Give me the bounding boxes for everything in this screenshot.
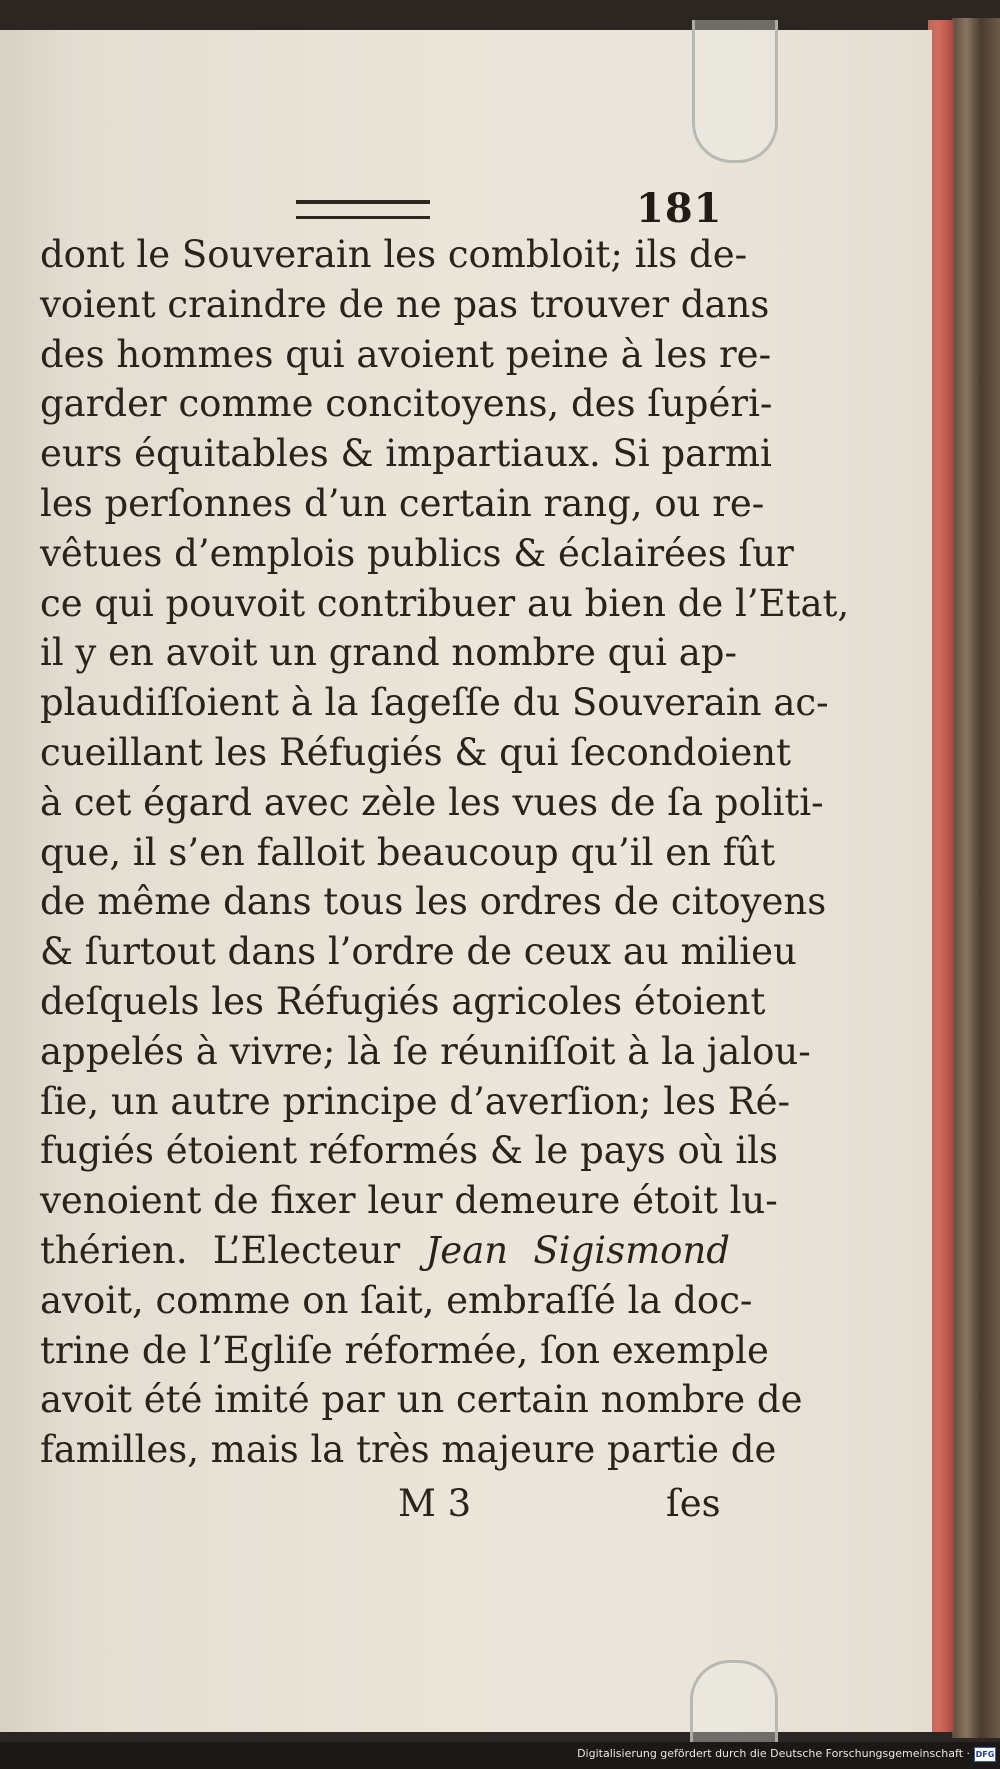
text-line: il y en avoit un grand nombre qui ap- [40, 631, 737, 675]
text-line: trine de l’Egliſe réformée, ſon exemple [40, 1328, 769, 1372]
text-line: à cet égard avec zèle les vues de ſa politi- [40, 780, 824, 824]
text-line: voient craindre de ne pas trouver dans [40, 282, 770, 326]
text-line: vêtues d’emplois publics & éclairées ſur [40, 531, 794, 575]
page-clip-bottom [690, 1660, 778, 1743]
text-line: ce qui pouvoit contribuer au bien de l’Etat, [40, 581, 850, 625]
text-line: dont le Souverain les combloit; ils de- [40, 233, 748, 276]
text-line: que, il s’en falloit beaucoup qu’il en fût [40, 830, 776, 874]
italic-name: Jean Sigismond [425, 1228, 730, 1272]
text-line: avoit, comme on ſait, embraſſé la doc- [40, 1278, 753, 1322]
credit-text: Digitalisierung gefördert durch die Deutsche Forschungsgemeinschaft · [577, 1747, 970, 1760]
text-line: eurs équitables & impartiaux. Si parmi [40, 432, 772, 476]
catchword: ſes [666, 1482, 721, 1525]
text-line: les perſonnes d’un certain rang, ou re- [40, 481, 765, 525]
body-text [40, 230, 850, 1475]
digitization-credit-bar [0, 1742, 1000, 1769]
page-number: 181 [636, 185, 723, 232]
text-line: garder comme concitoyens, des ſupéri- [40, 382, 773, 426]
header-ornament-rule [296, 200, 430, 219]
dfg-logo-label: DFG [975, 1750, 995, 1759]
signature-mark: M 3 [398, 1482, 472, 1525]
book-cover-edge [952, 18, 1000, 1738]
text-line: familles, mais la très majeure partie de [40, 1428, 777, 1472]
dfg-logo-icon [974, 1747, 996, 1762]
text-line: plaudiſſoient à la ſageſſe du Souverain ac- [40, 681, 829, 725]
text-line: de même dans tous les ordres de citoyens [40, 880, 827, 924]
text-line: venoient de fixer leur demeure étoit lu- [40, 1179, 778, 1223]
text-line-italic: thérien. L’Electeur Jean Sigismond [40, 1228, 730, 1272]
text-line: deſquels les Réfugiés agricoles étoient [40, 979, 766, 1023]
text-line: cueillant les Réfugiés & qui ſecondoient [40, 730, 792, 774]
text-line: & ſurtout dans l’ordre de ceux au milieu [40, 930, 797, 974]
text-line: ſie, un autre principe d’averſion; les Ré- [40, 1079, 790, 1123]
text-line: appelés à vivre; là ſe réuniſſoit à la jalou- [40, 1029, 811, 1073]
text-line: avoit été imité par un certain nombre de [40, 1378, 803, 1422]
text-line: fugiés étoient réformés & le pays où ils [40, 1129, 778, 1173]
page-footer [0, 1482, 932, 1532]
text-line: des hommes qui avoient peine à les re- [40, 332, 772, 376]
page-clip-top [692, 20, 778, 163]
